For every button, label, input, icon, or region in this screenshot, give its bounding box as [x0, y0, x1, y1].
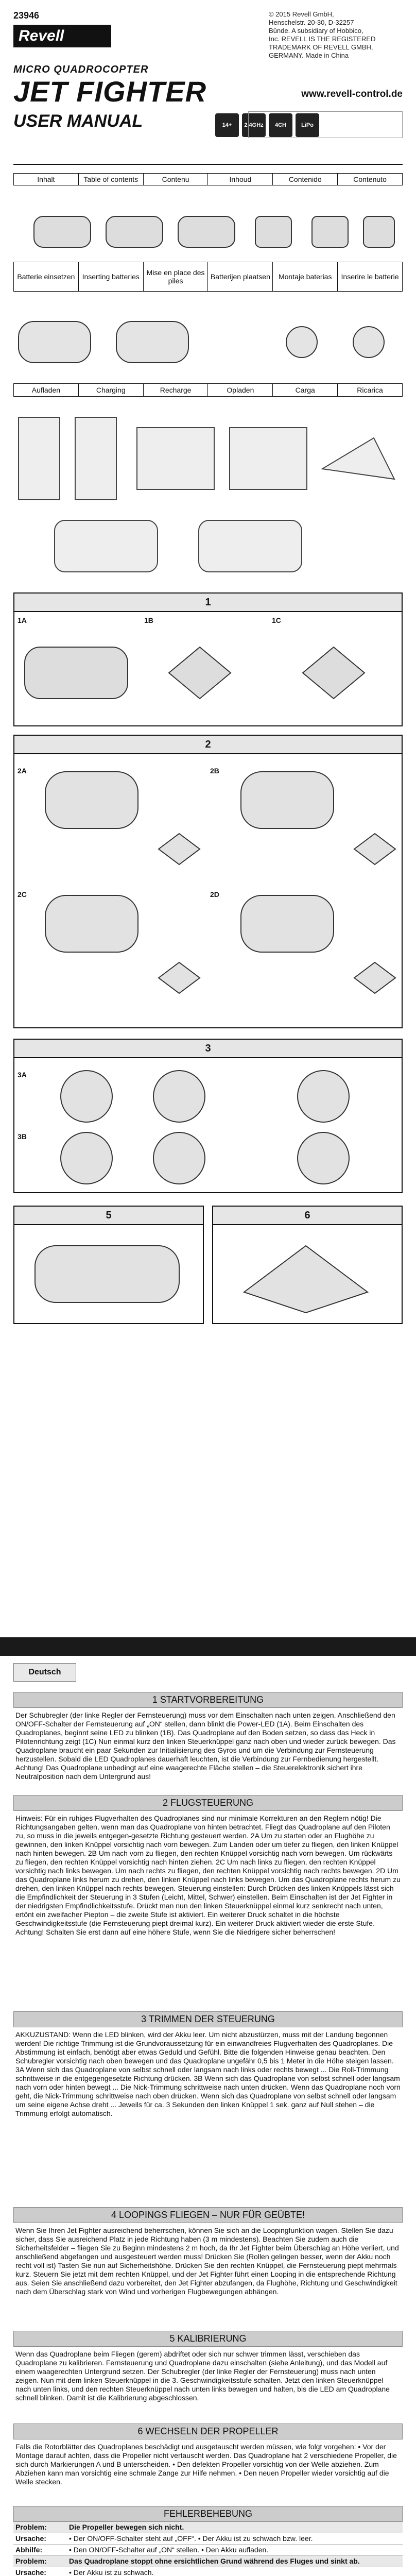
- troubleshooting-table: FEHLERBEHEBUNG Problem: Die Propeller bewegen sich nicht. Ursache: • Der ON/OFF-Schalter steht auf „OFF“. • Der Akku ist zu schwach bzw. leer. Abhilfe: • Den ON/OFF-Schalter auf „ON“ stellen. • Den Akku aufladen. Problem: Das Quadroplane stoppt ohne ersichtlichen Grund während des Fluges und sinkt ab. Ursache: • Der Akku ist zu schwach.: [13, 2506, 403, 2576]
- frequency-badge: 2.4GHz: [242, 113, 266, 137]
- panel-5-drawing: [14, 1225, 203, 1323]
- panel-1-drawing: [14, 626, 402, 724]
- company-address: © 2015 Revell GmbH, Henschelstr. 20-30, D-32257 Bünde. A subsidiary of Hobbico, Inc. REVELL IS THE REGISTERED TRADEMARK OF REVELL GMBH, GERMANY. Made in China: [269, 10, 376, 59]
- battery-badge: LiPo: [296, 113, 319, 137]
- panel-6: 6: [212, 1206, 403, 1324]
- language-label: Deutsch: [13, 1663, 76, 1682]
- channels-badge: 4CH: [269, 113, 292, 137]
- product-subtitle: MICRO QUADROCOPTER: [13, 64, 149, 75]
- contents-row: Inhalt Table of contents Contenu Inhoud Contenido Contenuto: [13, 173, 403, 185]
- section-trimmen: 3 TRIMMEN DER STEUERUNG AKKUZUSTAND: Wenn die LED blinken, wird der Akku leer. Um nicht abzustürzen, muss mit der Landung begonnen werden! Die richtige Trimmung ist die Grundvoraussetzung für ein einwandfreies Flugverhalten des Quadroplanes. Die Abstimmung ist einfach, benötigt aber etwas Geduld und Gefühl. Bitte die folgenden Hinweise genau beachten. Den Schubregler vorsichtig nach oben bewegen und das Quadroplane ungefähr 0,5 bis 1 Meter in die Höhe steigen lassen. 3A Wenn sich das Quadroplane von selbst schnell oder langsam nach links oder rechts bewegt ... Die Roll-Trimmung schrittweise in die entgegengesetzte Richtung drücken. 3B Wenn sich das Quadroplane von selbst schnell oder langsam nach vorn oder hinten bewegt ... Die Nick-Trimmung schrittweise nach unten drücken. Wenn das Quadroplane noch vorn geht, die Nick-Trimmung schrittweise nach oben drücken. Wenn sich das Quadroplane von selbst schnell oder langsam um seine eigene Achse dreht ... Jeweils für ca. 3 Sekunden den linken Knüppel 1 sek. ganz auf Null stehen – die Trimmung erfolgt automatisch.: [13, 2011, 403, 2121]
- battery-illustrations: [13, 196, 403, 258]
- charging-row: Aufladen Charging Recharge Opladen Carga Ricarica: [13, 383, 403, 397]
- article-number: 23946: [13, 10, 40, 21]
- panel-1: 1 1A 1B 1C: [13, 592, 403, 726]
- panel-3: 3 3A 3B: [13, 1039, 403, 1193]
- charging-detail-illustrations: [13, 407, 403, 582]
- website-link[interactable]: www.revell-control.de: [301, 89, 403, 99]
- section-flugsteuerung: 2 FLUGSTEUERUNG Hinweis: Für ein ruhiges Flugverhalten des Quadroplanes sind nur minimale Korrekturen an den Reglern nötig! Die Richtungsangaben gelten, wenn man das Quadroplane von hinten betrachtet. Fliegt das Quadroplane auf den Piloten zu, so muss in die jeweils entgegen-gesetzte Richtung gesteuert werden. 2A Um zu starten oder an Flughöhe zu gewinnen, den linken Knüppel vorsichtig nach vorn bewegen. Zum Landen oder um tiefer zu fliegen, den linken Knüppel nach hinten bewegen. 2B Um nach vorn zu fliegen, den rechten Knüppel vorsichtig nach vorn bewegen. Um rückwärts zu fliegen, den rechten Knüppel vorsichtig nach hinten ziehen. 2C Um nach links zu fliegen, den rechten Knüppel vorsichtig nach links bewegen. Um nach rechts zu fliegen, den rechten Knüppel vorsichtig nach rechts bewegen. 2D Um das Quadroplane links herum zu drehen, den linken Knüppel nach links bewegen. Um das Quadroplane rechts herum zu drehen, den linken Knüppel nach rechts bewegen. Steuerung einstellen: Durch Drücken des linken Knüppels lässt sich die Empfindlichkeit der Steuerung in 3 Stufen (Leicht, Mittel, Schwer) einstellen. Beim Einschalten ist der Jet Fighter in der niedrigsten Empfindlichkeitsstufe. Drückt man nun den linken Steuerknüppel einmal kurz senkrecht nach unten, ertönt ein zweifacher Piepton – die zweite Stufe ist aktiviert. Ein weiterer Druck schaltet in die höchste Geschwindigkeitsstufe (die Fernsteuerung piept dreimal kurz). Ein weiterer Druck aktiviert wieder die erste Stufe. Achtung! Schalten Sie erst dann auf eine höhere Stufe, wenn Sie die Niedrigere sicher beherrschen!: [13, 1795, 403, 1940]
- charging-illustrations: [13, 301, 403, 378]
- battery-row: Batterie einsetzen Inserting batteries Mise en place des piles Batterijen plaatsen Montaje baterias Inserire le batterie: [13, 262, 403, 292]
- section-startvorbereitung: 1 STARTVORBEREITUNG Der Schubregler (der linke Regler der Fernsteuerung) muss vor dem Einschalten nach unten zeigen. Anschließend den ON/OFF-Schalter der Fernsteuerung auf „ON“ stellen, dann blinkt die Power-LED (1A). Beim Einschalten des Quadroplanes, beginnt seine LED zu blinken (1B). Das Quadroplane auf den Boden setzen, so dass das Heck in Pilotenrichtung zeigt (1C) Nun einmal kurz den linken Steuerknüppel ganz nach oben und wieder zurück bewegen. Das Quadroplane braucht ein paar Sekunden zur Initialisierung des Gyros und um die Verbindung zur Fernsteuerung herzustellen. Sobald die LED Quadroplanes dauerhaft leuchten, ist die Verbindung zur Fernbedienung hergestellt. Achtung! Das Quadroplane unbedingt auf eine waagerechte Fläche stellen – die Steuerelektronik sichert ihre Neutralposition nach dem Untergrund aus!: [13, 1692, 403, 1784]
- product-name: JET FIGHTER: [13, 75, 207, 108]
- table-row: Abhilfe: • Den ON/OFF-Schalter auf „ON“ stellen. • Den Akku aufladen.: [13, 2545, 403, 2556]
- manual-title: USER MANUAL: [13, 111, 143, 131]
- panel-2-drawing: [14, 756, 402, 1024]
- panel-2: 2 2A 2B 2C 2D: [13, 735, 403, 1028]
- table-row: Problem: Die Propeller bewegen sich nicht.: [13, 2522, 403, 2533]
- panel-6-drawing: [213, 1225, 402, 1323]
- language-band: [0, 1637, 416, 1656]
- age-badge: 14+: [215, 113, 239, 137]
- brand-logo: Revell Control: [13, 25, 111, 47]
- panel-5: 5: [13, 1206, 204, 1324]
- section-loopings: 4 LOOPINGS FLIEGEN – NUR FÜR GEÜBTE! Wenn Sie Ihren Jet Fighter ausreichend beherrschen, können Sie sich an die Loopingfunktion wagen. Stellen Sie dazu sicher, dass Sie ausreichend Platz in jede Richtung haben (3 m mindestens). Beachten Sie zudem auch die Sicherheitsfelder – fliegen Sie zu Beginn mindestens 2 m hoch, da Ihr Jet Fighter beim Überschlag an Höhe verliert, und anschließend abgefangen und ausgesteuert werden muss! Drücken Sie (Rollen gelingen besser, wenn der Akku noch recht voll ist) Tasten Sie nun auf Sicherheitshöhe. Drücken Sie den rechten Knüppel, die Fernsteuerung piept mehrmals kurz. Steuern Sie jetzt mit dem rechten Knüppel, und der Jet Fighter führt einen Looping in die entsprechende Richtung aus. Seien Sie anschließend dazu vorbereitet, den Jet Fighter abzufangen, da Flughöhe, Richtung und Geschwindigkeit nach dem Überschlag stark von Wind und vorherigen Flugbewegungen abhängen.: [13, 2207, 403, 2299]
- table-row: Problem: Das Quadroplane stoppt ohne ersichtlichen Grund während des Fluges und sinkt ab.: [13, 2556, 403, 2567]
- header: [13, 10, 403, 160]
- section-propeller: 6 WECHSELN DER PROPELLER Falls die Rotorblätter des Quadroplanes beschädigt und ausgetauscht werden müssen, wie folgt vorgehen: • Vor der Montage darauf achten, dass die Propeller nicht vertauscht werden. Das Quadroplane hat 2 verschiedene Propeller, die sich durch Markierungen A und B unterscheiden. • Den defekten Propeller vorsichtig von der Welle abziehen. Zum Abziehen kann man vorsichtig eine schmale Zange zur Hilfe nehmen. • Den neuen Propeller wieder vorsichtig auf die Welle stecken.: [13, 2424, 403, 2489]
- table-row: Ursache: • Der Akku ist zu schwach.: [13, 2567, 403, 2576]
- table-row: Ursache: • Der ON/OFF-Schalter steht auf „OFF“. • Der Akku ist zu schwach bzw. leer.: [13, 2533, 403, 2545]
- divider: [13, 164, 403, 165]
- warning-box: [248, 111, 403, 138]
- panel-3-drawing: [14, 1060, 402, 1189]
- section-kalibrierung: 5 KALIBRIERUNG Wenn das Quadroplane beim Fliegen (gerem) abdriftet oder sich nur schwer trimmen lässt, verschieben das Quadroplane zu kalibrieren. Fernsteuerung und Quadroplane dazu einschalten (siehe Anleitung), und das Modell auf einem waagerechten Untergrund setzen. Der Schubregler (der linke Regler der Fernsteuerung) muss nach unten zeigen. Nun mit dem linken Steuerknüppel in die 3. Geschwindigkeitsstufe schalten. Jetzt den linken Steuerknüppel nach unten links, und den rechten Steuerknüppel nach unten links bewegen und halten, bis die LED am Quadroplane schnell blinken. Damit ist die Kalibrierung abgeschlossen.: [13, 2331, 403, 2405]
